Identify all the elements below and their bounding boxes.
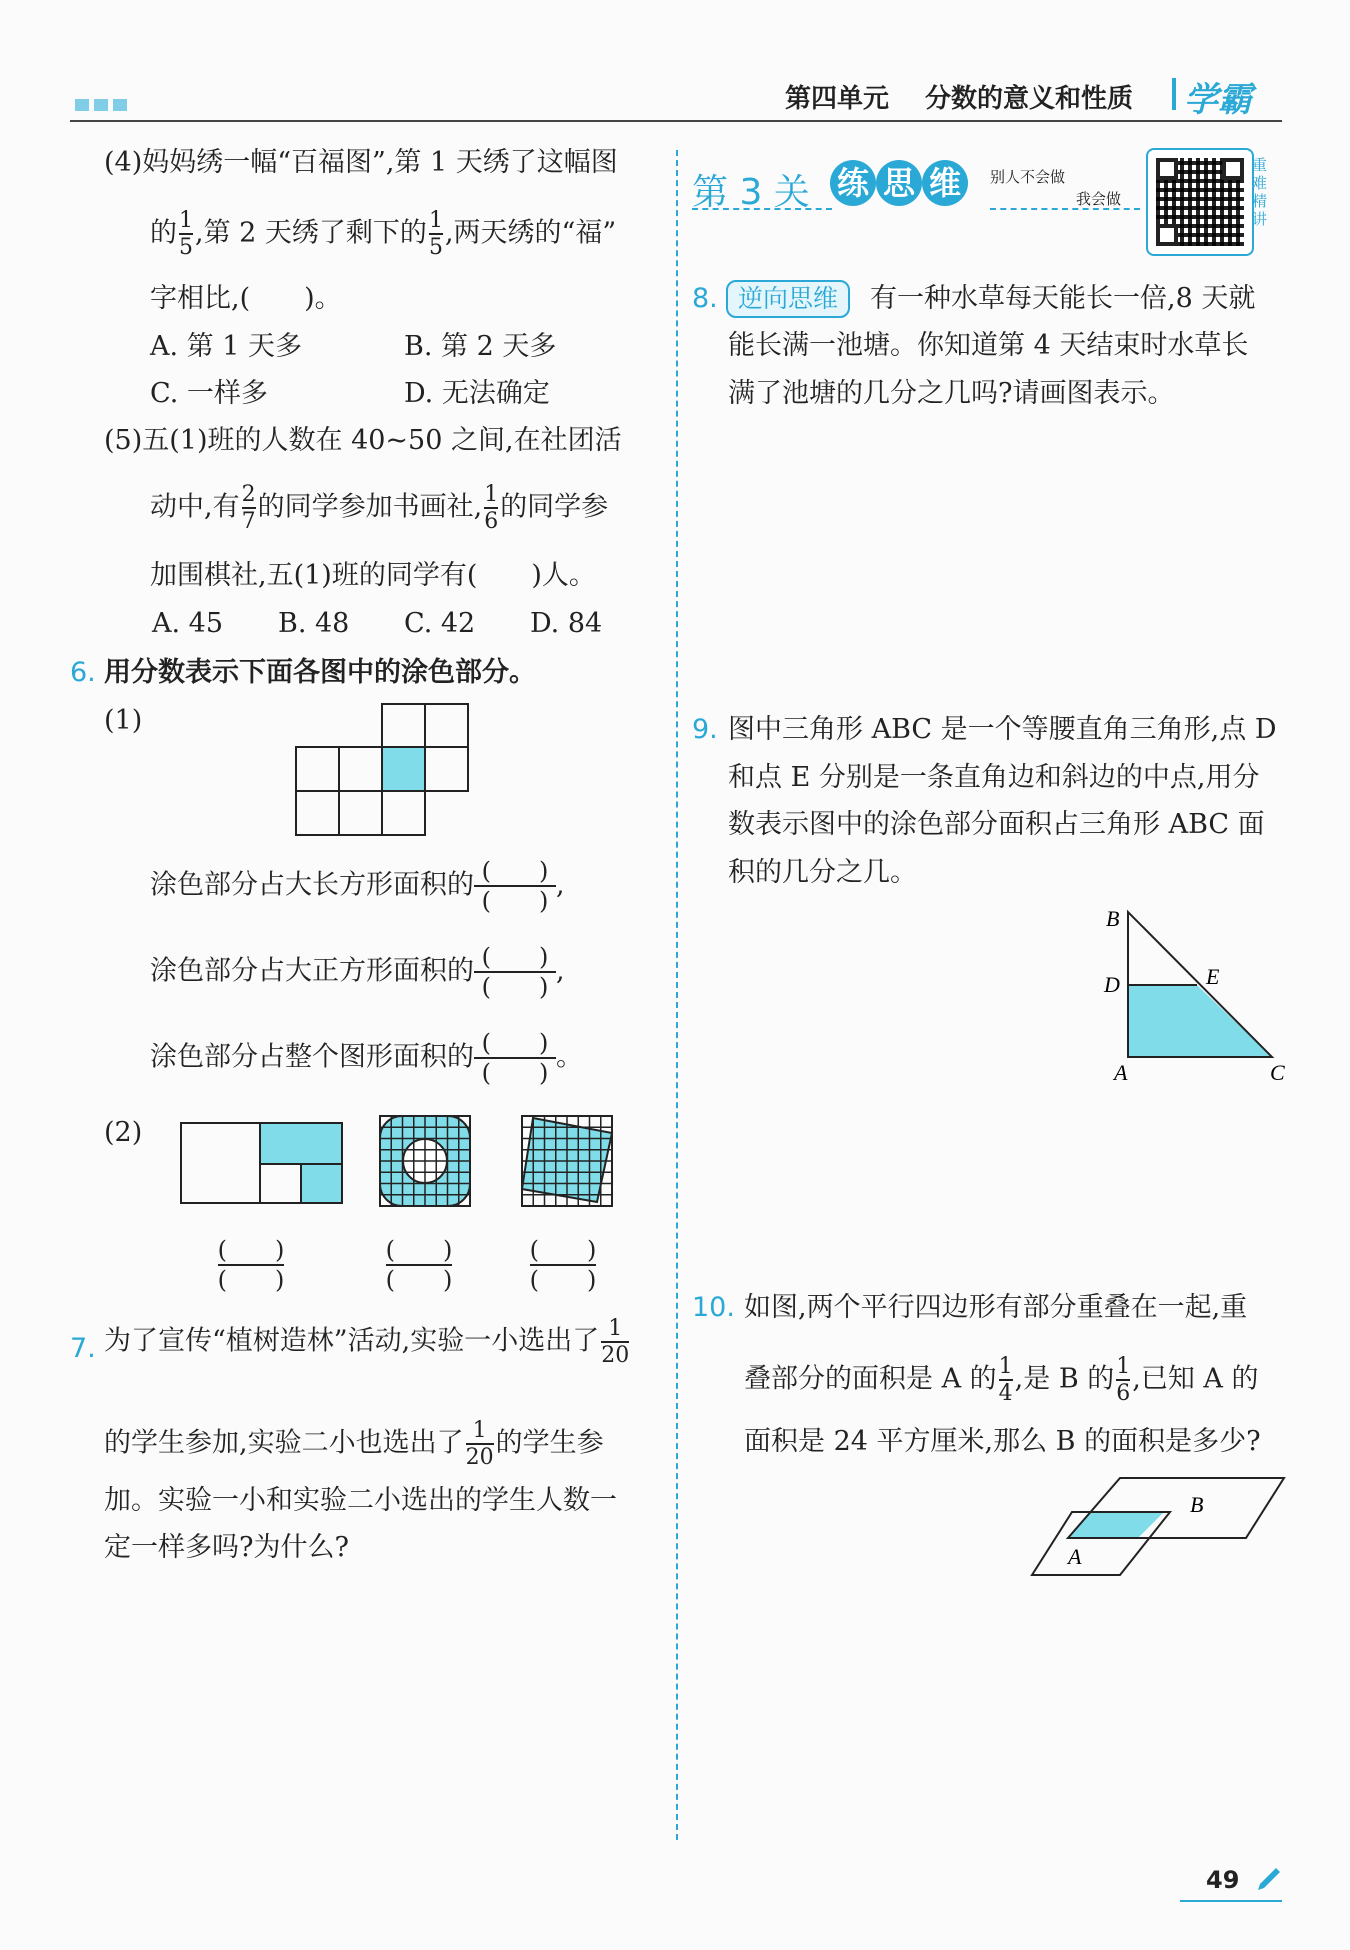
- q10-fraction-1: $\frac{1}{4}$: [998, 1354, 1013, 1406]
- level-tag-underline: [990, 208, 1140, 210]
- q4-option-a: A. 第 1 天多: [150, 331, 303, 362]
- page-number: 49: [1206, 1866, 1240, 1894]
- q5-option-b: B. 48: [278, 608, 350, 639]
- label-b: B: [1190, 1492, 1204, 1517]
- q6-figure-2c: [520, 1114, 614, 1208]
- q6-answer-blank-b[interactable]: ( ) ( ): [385, 1236, 453, 1294]
- q10-line3: 面积是 24 平方厘米,那么 B 的面积是多少?: [744, 1426, 1261, 1457]
- q6-part2-label: (2): [104, 1117, 143, 1148]
- q7-fraction-2: $\frac{1}{20}$: [465, 1418, 494, 1470]
- q7-number: 7.: [70, 1333, 96, 1364]
- q7-line4: 定一样多吗?为什么?: [104, 1532, 349, 1563]
- q4-fraction-1: $\frac{1}{5}$: [179, 208, 193, 260]
- column-divider: [676, 150, 678, 1840]
- q5-option-d: D. 84: [530, 608, 603, 639]
- q10-parallelogram-figure: [1030, 1472, 1290, 1582]
- q5-option-a: A. 45: [152, 608, 224, 639]
- q10-line2: 叠部分的面积是 A 的 $\frac{1}{4}$ ,是 B 的 $\frac{1}{6}$ ,已知 A 的: [744, 1354, 1259, 1406]
- q7-line1: 为了宣传“植树造林”活动,实验一小选出了 $\frac{1}{20}$: [104, 1316, 630, 1368]
- q4-option-d: D. 无法确定: [404, 378, 550, 409]
- q6-figure-1: [290, 700, 480, 840]
- q10-line1: 如图,两个平行四边形有部分重叠在一起,重: [744, 1292, 1248, 1323]
- q9-line3: 数表示图中的涂色部分面积占三角形 ABC 面: [728, 809, 1265, 840]
- q6-sentence-3: 涂色部分占整个图形面积的 ( ) ( ) 。: [150, 1029, 583, 1087]
- header-section: 分数的意义和性质: [925, 84, 1134, 114]
- answer-blank-fraction: ( ) ( ): [474, 857, 556, 915]
- qr-code[interactable]: [1146, 148, 1254, 256]
- footer-rule: [1180, 1900, 1282, 1902]
- q8-line1: 有一种水草每天能长一倍,8 天就: [870, 283, 1256, 314]
- q6-sentence-1: 涂色部分占大长方形面积的 ( ) ( ) ,: [150, 857, 565, 915]
- label-a: A: [1114, 1060, 1128, 1085]
- answer-blank-fraction: ( ) ( ): [474, 943, 556, 1001]
- q5-option-c: C. 42: [404, 608, 476, 639]
- q6-answer-blank-a[interactable]: ( ) ( ): [217, 1236, 285, 1294]
- q5-line3: 加围棋社,五(1)班的同学有( )人。: [150, 560, 596, 591]
- header-unit: 第四单元: [785, 84, 890, 114]
- q6-answer-blank-c[interactable]: ( ) ( ): [529, 1236, 597, 1294]
- q10-number: 10.: [692, 1292, 735, 1323]
- q6-title: 用分数表示下面各图中的涂色部分。: [104, 657, 536, 688]
- header-decoration: [75, 96, 127, 115]
- q6-figure-2a: [178, 1120, 346, 1206]
- level-tag-2: 我会做: [1076, 190, 1122, 208]
- label-d: D: [1104, 972, 1120, 997]
- q5-fraction-1: $\frac{2}{7}$: [241, 482, 256, 534]
- q4-option-c: C. 一样多: [150, 378, 268, 409]
- level-title: 第 3 关: [692, 172, 810, 213]
- q4-line3: 字相比,( )。: [150, 283, 342, 314]
- q9-number: 9.: [692, 714, 718, 745]
- q9-triangle-figure: [1100, 900, 1300, 1090]
- q7-fraction-1: $\frac{1}{20}$: [601, 1316, 630, 1368]
- q4-option-b: B. 第 2 天多: [404, 331, 557, 362]
- q8-number: 8.: [692, 283, 718, 314]
- q6-sentence-2: 涂色部分占大正方形面积的 ( ) ( ) ,: [150, 943, 565, 1001]
- header-brand-divider: [1172, 78, 1176, 110]
- q4-line1: (4)妈妈绣一幅“百福图”,第 1 天绣了这幅图: [104, 147, 618, 178]
- q5-line2: 动中,有 $\frac{2}{7}$ 的同学参加书画社, $\frac{1}{6}$ 的同学参: [150, 482, 609, 534]
- q4-fraction-2: $\frac{1}{5}$: [428, 208, 443, 260]
- q5-line1: (5)五(1)班的人数在 40~50 之间,在社团活: [104, 425, 622, 456]
- q7-line2: 的学生参加,实验二小也选出了 $\frac{1}{20}$ 的学生参: [104, 1418, 604, 1470]
- label-b: B: [1106, 906, 1120, 931]
- header-rule: [70, 120, 1282, 122]
- q6-figure-2b: [378, 1114, 472, 1208]
- label-e: E: [1206, 964, 1220, 989]
- label-a: A: [1068, 1544, 1082, 1569]
- header-brand-logo: 学霸: [1184, 80, 1252, 120]
- q10-fraction-2: $\frac{1}{6}$: [1116, 1354, 1131, 1406]
- q7-line3: 加。实验一小和实验二小选出的学生人数一: [104, 1485, 617, 1516]
- level-badge-2: 思: [876, 160, 922, 206]
- q8-line3: 满了池塘的几分之几吗?请画图表示。: [728, 378, 1175, 409]
- q9-line4: 积的几分之几。: [728, 857, 917, 888]
- q5-fraction-2: $\frac{1}{6}$: [484, 482, 499, 534]
- pencil-icon: [1254, 1862, 1284, 1892]
- level-underline: [692, 208, 832, 210]
- q4-line2: 的 $\frac{1}{5}$ ,第 2 天绣了剩下的 $\frac{1}{5}$ ,两天绣的“福”: [150, 208, 617, 260]
- q6-part1-label: (1): [104, 705, 143, 736]
- label-c: C: [1270, 1060, 1285, 1085]
- qr-side-label: 重 难 精 讲: [1252, 156, 1268, 228]
- q8-line2: 能长满一池塘。你知道第 4 天结束时水草长: [728, 330, 1249, 361]
- level-tag-1: 别人不会做: [990, 168, 1066, 186]
- answer-blank-fraction: ( ) ( ): [474, 1029, 556, 1087]
- q6-number: 6.: [70, 657, 96, 688]
- level-badge-1: 练: [830, 160, 876, 206]
- q9-line2: 和点 E 分别是一条直角边和斜边的中点,用分: [728, 762, 1260, 793]
- q8-badge: 逆向思维: [726, 280, 850, 318]
- level-badge-3: 维: [922, 160, 968, 206]
- q9-line1: 图中三角形 ABC 是一个等腰直角三角形,点 D: [728, 714, 1277, 745]
